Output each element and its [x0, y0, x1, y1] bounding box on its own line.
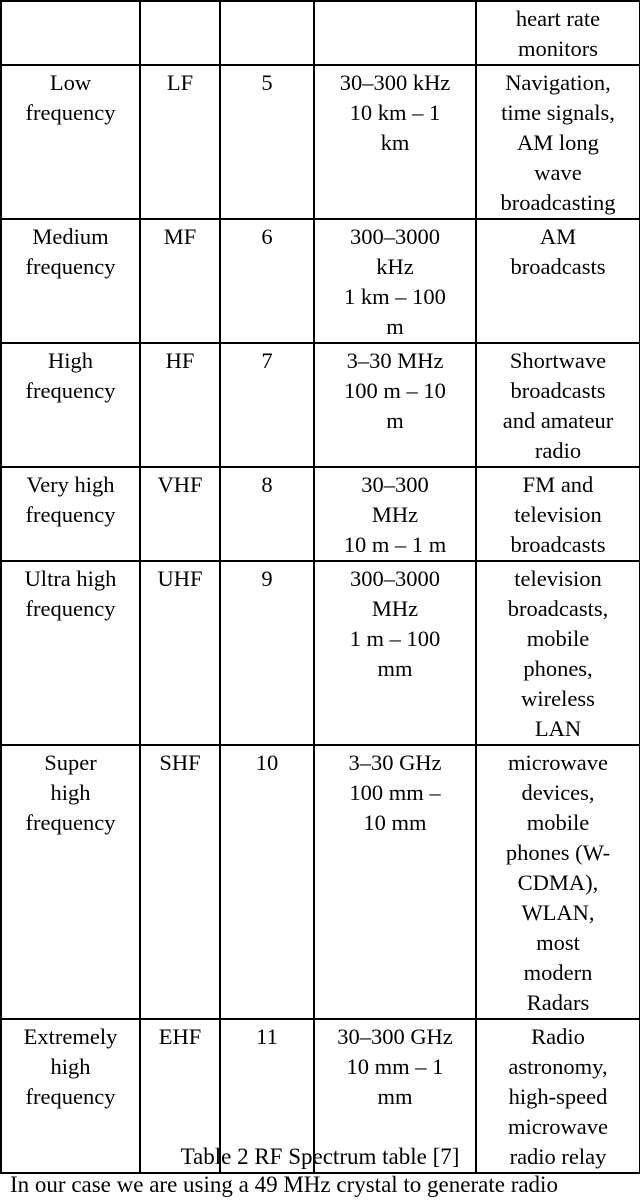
table-row: [1, 343, 640, 467]
table-row: [1, 1, 640, 65]
cell-uses: Navigation, time signals, AM long wave broadcasting: [476, 65, 640, 219]
cell-itu: 11: [220, 1019, 314, 1173]
cell-range: 3–30 MHz 100 m – 10 m: [314, 343, 476, 467]
table-caption: Table 2 RF Spectrum table [7]: [180, 1144, 460, 1169]
cell-abbr: UHF: [140, 561, 220, 745]
table-row: [1, 65, 640, 219]
table-row: [1, 561, 640, 745]
cell-uses: television broadcasts, mobile phones, wireless LAN: [476, 561, 640, 745]
cell-range: 3–30 GHz 100 mm – 10 mm: [314, 745, 476, 1019]
cell-abbr: LF: [140, 65, 220, 219]
cell-name: High frequency: [1, 343, 140, 467]
cell-itu: [220, 1, 314, 65]
cell-abbr: SHF: [140, 745, 220, 1019]
body-paragraph: In our case we are using a 49 MHz crystal to generate radio: [10, 1172, 558, 1197]
cell-abbr: [140, 1, 220, 65]
cell-name: Very high frequency: [1, 467, 140, 561]
cell-abbr: VHF: [140, 467, 220, 561]
cell-range: [314, 1, 476, 65]
cell-uses: Shortwave broadcasts and amateur radio: [476, 343, 640, 467]
table-row: [1, 219, 640, 343]
cell-name: [1, 1, 140, 65]
cell-itu: 7: [220, 343, 314, 467]
cell-abbr: EHF: [140, 1019, 220, 1173]
cell-name: Medium frequency: [1, 219, 140, 343]
cell-range: 30–300 kHz 10 km – 1 km: [314, 65, 476, 219]
cell-name: Super high frequency: [1, 745, 140, 1019]
cell-uses: FM and television broadcasts: [476, 467, 640, 561]
cell-itu: 9: [220, 561, 314, 745]
cell-range: 300–3000 MHz 1 m – 100 mm: [314, 561, 476, 745]
cell-uses: heart rate monitors: [476, 1, 640, 65]
cell-name: Low frequency: [1, 65, 140, 219]
cell-itu: 8: [220, 467, 314, 561]
cell-range: 30–300 MHz 10 m – 1 m: [314, 467, 476, 561]
table-row: [1, 745, 640, 1019]
cell-range: 300–3000 kHz 1 km – 100 m: [314, 219, 476, 343]
cell-name: Ultra high frequency: [1, 561, 140, 745]
cell-abbr: HF: [140, 343, 220, 467]
cell-uses: microwave devices, mobile phones (W- CDMA), WLAN, most modern Radars: [476, 745, 640, 1019]
cell-uses: AM broadcasts: [476, 219, 640, 343]
cell-itu: 10: [220, 745, 314, 1019]
cell-range: 30–300 GHz 10 mm – 1 mm: [314, 1019, 476, 1173]
cell-itu: 5: [220, 65, 314, 219]
cell-uses: Radio astronomy, high-speed microwave radio relay: [476, 1019, 640, 1173]
cell-name: Extremely high frequency: [1, 1019, 140, 1173]
cell-abbr: MF: [140, 219, 220, 343]
table-row: [1, 467, 640, 561]
cell-itu: 6: [220, 219, 314, 343]
